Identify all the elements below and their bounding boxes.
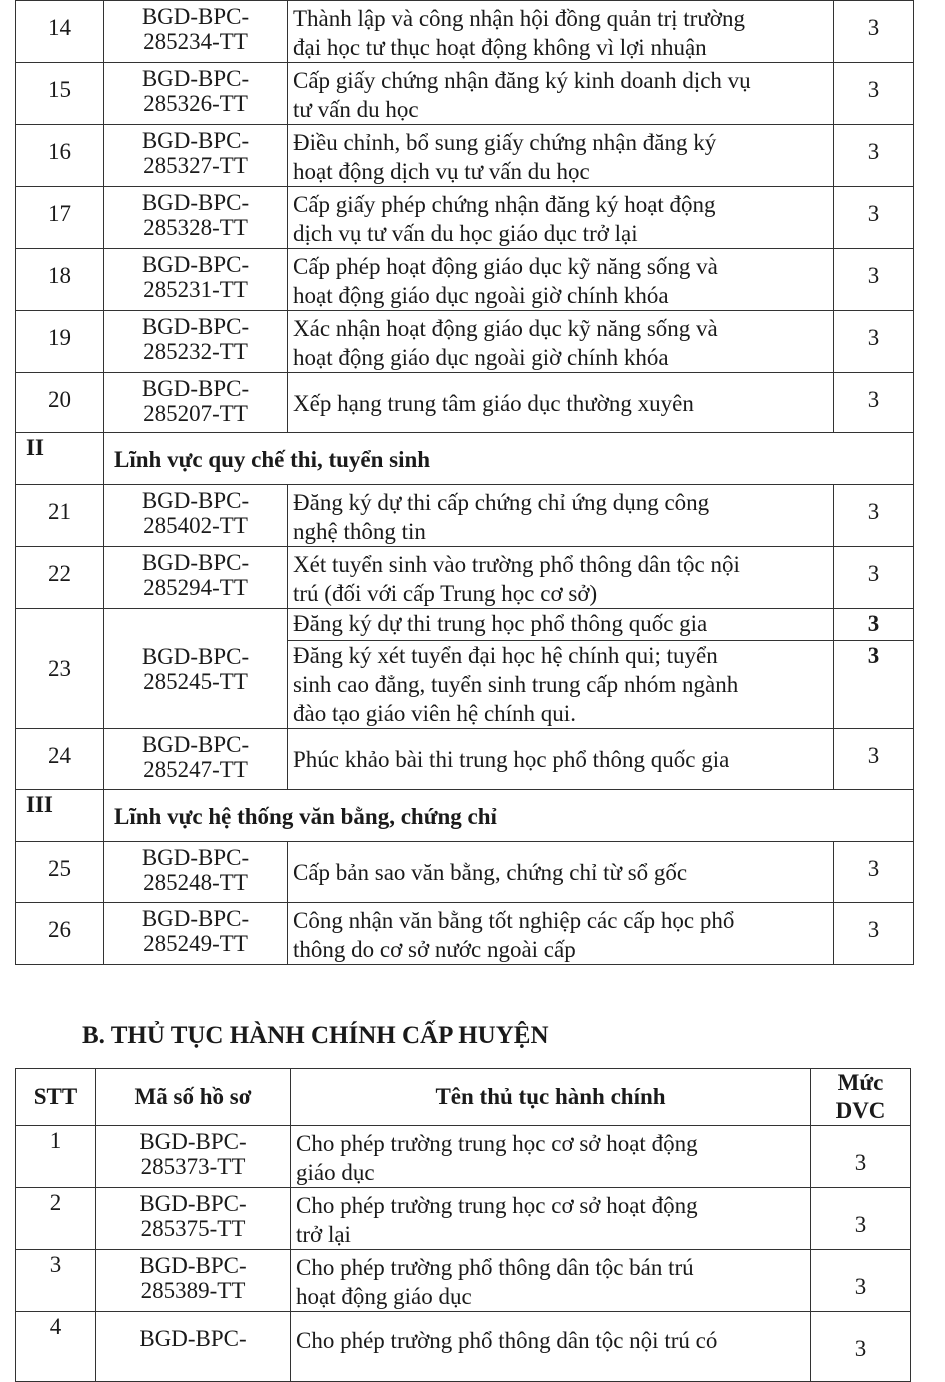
- table-row: [16, 547, 914, 609]
- procedure-name: [288, 485, 834, 547]
- name-line: nghệ thông tin: [293, 519, 426, 544]
- procedure-code: [96, 1312, 291, 1382]
- table-row: [16, 249, 914, 311]
- procedure-code: [104, 842, 288, 903]
- procedure-name: [288, 311, 834, 373]
- code-line: BGD-BPC-: [141, 252, 250, 277]
- row-number: 15: [16, 63, 104, 125]
- table-row: [16, 1188, 911, 1250]
- name-line: dịch vụ tư vấn du học giáo dục trở lại: [293, 221, 638, 246]
- procedure-code: [104, 1, 288, 63]
- name-line: Đăng ký dự thi trung học phổ thông quốc gia: [293, 611, 708, 636]
- name-line: đại học tư thục hoạt động không vì lợi nhuận: [293, 35, 707, 60]
- code-line: BGD-BPC-: [141, 488, 250, 513]
- section-number: II: [16, 433, 104, 485]
- code-line: 285294-TT: [143, 575, 248, 600]
- procedure-code: [104, 729, 288, 790]
- service-level: 3: [834, 641, 914, 729]
- code-line: BGD-BPC-: [141, 906, 250, 931]
- code-line: 285245-TT: [143, 668, 248, 694]
- procedure-name: [291, 1312, 811, 1382]
- row-number: 16: [16, 125, 104, 187]
- table-row: [16, 373, 914, 433]
- service-level: 3: [834, 485, 914, 547]
- service-level: 3: [834, 187, 914, 249]
- row-number: 24: [16, 729, 104, 790]
- name-line: trú (đối với cấp Trung học cơ sở): [293, 581, 598, 606]
- table-row: [16, 187, 914, 249]
- code-line: 285234-TT: [143, 29, 248, 54]
- section-title: Lĩnh vực hệ thống văn bằng, chứng chỉ: [104, 790, 914, 842]
- code-line: BGD-BPC-: [141, 128, 250, 153]
- code-line: BGD-BPC-: [139, 1191, 247, 1216]
- service-level: 3: [834, 63, 914, 125]
- header-name: Tên thủ tục hành chính: [291, 1069, 811, 1126]
- code-line: BGD-BPC-: [139, 1253, 247, 1278]
- code-line: 285326-TT: [143, 91, 248, 116]
- name-line: Cho phép trường trung học cơ sở hoạt động: [296, 1131, 698, 1156]
- row-number: 17: [16, 187, 104, 249]
- name-line: Xếp hạng trung tâm giáo dục thường xuyên: [293, 391, 694, 416]
- code-line: BGD-BPC-: [139, 1326, 247, 1351]
- service-level: 3: [834, 311, 914, 373]
- code-line: BGD-BPC-: [141, 66, 250, 91]
- procedure-code: [104, 125, 288, 187]
- name-line: trở lại: [296, 1222, 351, 1247]
- procedure-name: [288, 249, 834, 311]
- name-line: Đăng ký xét tuyển đại học hệ chính qui; tuyển: [293, 643, 718, 668]
- code-line: 285249-TT: [143, 931, 248, 956]
- row-number: 21: [16, 485, 104, 547]
- code-line: 285328-TT: [143, 215, 248, 240]
- name-line: hoạt động giáo dục ngoài giờ chính khóa: [293, 345, 669, 370]
- code-line: BGD-BPC-: [141, 190, 250, 215]
- procedure-name: [288, 373, 834, 433]
- code-line: 285207-TT: [143, 401, 248, 426]
- service-level: 3: [834, 249, 914, 311]
- name-line: hoạt động dịch vụ tư vấn du học: [293, 159, 590, 184]
- name-line: Điều chỉnh, bổ sung giấy chứng nhận đăng ký: [293, 130, 717, 155]
- row-number: 23: [16, 609, 104, 729]
- row-number: 25: [16, 842, 104, 903]
- service-level: 3: [811, 1126, 911, 1188]
- procedure-code: [104, 609, 288, 729]
- name-line: Công nhận văn bằng tốt nghiệp các cấp học phổ: [293, 908, 735, 933]
- service-level: 3: [834, 729, 914, 790]
- table-row: [16, 1, 914, 63]
- row-number: 22: [16, 547, 104, 609]
- code-line: 285375-TT: [140, 1216, 246, 1241]
- name-line: Cấp giấy phép chứng nhận đăng ký hoạt động: [293, 192, 716, 217]
- service-level: 3: [811, 1188, 911, 1250]
- code-line: 285327-TT: [143, 153, 248, 178]
- table-row: [16, 1126, 911, 1188]
- section-number: III: [16, 790, 104, 842]
- procedure-code: [104, 373, 288, 433]
- code-line: 285373-TT: [140, 1154, 246, 1179]
- name-line: Thành lập và công nhận hội đồng quản trị trường: [293, 6, 745, 31]
- name-line: Cho phép trường phổ thông dân tộc nội trú có: [296, 1328, 718, 1353]
- row-number: 1: [16, 1126, 96, 1188]
- table-row: [16, 1250, 911, 1312]
- service-level: 3: [834, 1, 914, 63]
- procedure-code: [104, 485, 288, 547]
- name-line: thông do cơ sở nước ngoài cấp: [293, 937, 576, 962]
- code-line: 285402-TT: [143, 513, 248, 538]
- code-line: BGD-BPC-: [141, 314, 250, 339]
- table-row: [16, 125, 914, 187]
- code-line: 285247-TT: [143, 757, 248, 782]
- procedure-name: [291, 1126, 811, 1188]
- table-header-row: [16, 1069, 911, 1126]
- procedure-name: [291, 1250, 811, 1312]
- section-row: [16, 790, 914, 842]
- procedure-name: [288, 842, 834, 903]
- name-line: Cấp giấy chứng nhận đăng ký kinh doanh dịch vụ: [293, 68, 751, 93]
- row-number: 3: [16, 1250, 96, 1312]
- row-number: 26: [16, 903, 104, 965]
- procedure-code: [104, 903, 288, 965]
- name-line: giáo dục: [296, 1160, 375, 1185]
- code-line: BGD-BPC-: [139, 1129, 247, 1154]
- name-line: hoạt động giáo dục: [296, 1284, 472, 1309]
- code-line: 285231-TT: [143, 277, 248, 302]
- table-row: [16, 485, 914, 547]
- code-line: BGD-BPC-: [141, 376, 250, 401]
- table-row: [16, 729, 914, 790]
- service-level: 3: [811, 1312, 911, 1382]
- procedure-code: [104, 63, 288, 125]
- service-level: 3: [834, 125, 914, 187]
- name-line: Cho phép trường trung học cơ sở hoạt động: [296, 1193, 698, 1218]
- section-row: [16, 433, 914, 485]
- code-line: 285232-TT: [143, 339, 248, 364]
- header-stt: STT: [16, 1069, 96, 1126]
- procedure-name: [288, 729, 834, 790]
- table-row: [16, 903, 914, 965]
- procedure-code: [96, 1250, 291, 1312]
- name-line: Xét tuyển sinh vào trường phổ thông dân tộc nội: [293, 552, 740, 577]
- section-b-title: B. THỦ TỤC HÀNH CHÍNH CẤP HUYỆN: [82, 1022, 549, 1049]
- procedure-name: [288, 641, 834, 729]
- header-level-line: Mức: [837, 1070, 884, 1095]
- procedure-code: [104, 547, 288, 609]
- procedure-code: [104, 187, 288, 249]
- table-row: [16, 63, 914, 125]
- procedures-table-b: [15, 1068, 911, 1382]
- table-row: [16, 842, 914, 903]
- name-line: hoạt động giáo dục ngoài giờ chính khóa: [293, 283, 669, 308]
- name-line: Cấp bản sao văn bằng, chứng chỉ từ sổ gốc: [293, 860, 688, 885]
- code-line: BGD-BPC-: [141, 732, 250, 757]
- row-number: 18: [16, 249, 104, 311]
- row-number: 20: [16, 373, 104, 433]
- name-line: đào tạo giáo viên hệ chính qui.: [293, 701, 576, 726]
- name-line: Cấp phép hoạt động giáo dục kỹ năng sống và: [293, 254, 718, 279]
- procedure-code: [104, 311, 288, 373]
- name-line: Cho phép trường phổ thông dân tộc bán trú: [296, 1255, 694, 1280]
- code-line: BGD-BPC-: [141, 845, 250, 870]
- procedure-code: [96, 1126, 291, 1188]
- name-line: Phúc khảo bài thi trung học phổ thông quốc gia: [293, 747, 730, 772]
- code-line: BGD-BPC-: [141, 643, 250, 669]
- table-row: [16, 1312, 911, 1382]
- service-level: 3: [834, 373, 914, 433]
- procedure-code: [96, 1188, 291, 1250]
- name-line: Đăng ký dự thi cấp chứng chỉ ứng dụng công: [293, 490, 710, 515]
- name-line: sinh cao đẳng, tuyển sinh trung cấp nhóm ngành: [293, 672, 739, 697]
- procedure-name: [288, 547, 834, 609]
- row-number: 14: [16, 1, 104, 63]
- name-line: Xác nhận hoạt động giáo dục kỹ năng sống và: [293, 316, 718, 341]
- procedure-name: [288, 187, 834, 249]
- procedure-name: [288, 903, 834, 965]
- procedure-name: [288, 609, 834, 641]
- service-level: 3: [811, 1250, 911, 1312]
- code-line: BGD-BPC-: [141, 550, 250, 575]
- procedure-name: [288, 1, 834, 63]
- header-level-line: DVC: [835, 1098, 886, 1123]
- table-row: [16, 311, 914, 373]
- code-line: 285389-TT: [140, 1278, 246, 1303]
- code-line: BGD-BPC-: [141, 4, 250, 29]
- code-line: 285248-TT: [143, 870, 248, 895]
- procedure-name: [288, 63, 834, 125]
- row-number: 2: [16, 1188, 96, 1250]
- row-number: 19: [16, 311, 104, 373]
- header-code: Mã số hồ sơ: [96, 1069, 291, 1126]
- service-level: 3: [834, 547, 914, 609]
- procedure-name: [288, 125, 834, 187]
- header-level: [811, 1069, 911, 1126]
- service-level: 3: [834, 903, 914, 965]
- service-level: 3: [834, 842, 914, 903]
- procedure-code: [104, 249, 288, 311]
- procedures-table-a: [15, 0, 914, 965]
- service-level: 3: [834, 609, 914, 641]
- section-title: Lĩnh vực quy chế thi, tuyển sinh: [104, 433, 914, 485]
- name-line: tư vấn du học: [293, 97, 419, 122]
- procedure-name: [291, 1188, 811, 1250]
- table-row: [16, 609, 914, 641]
- row-number: 4: [16, 1312, 96, 1382]
